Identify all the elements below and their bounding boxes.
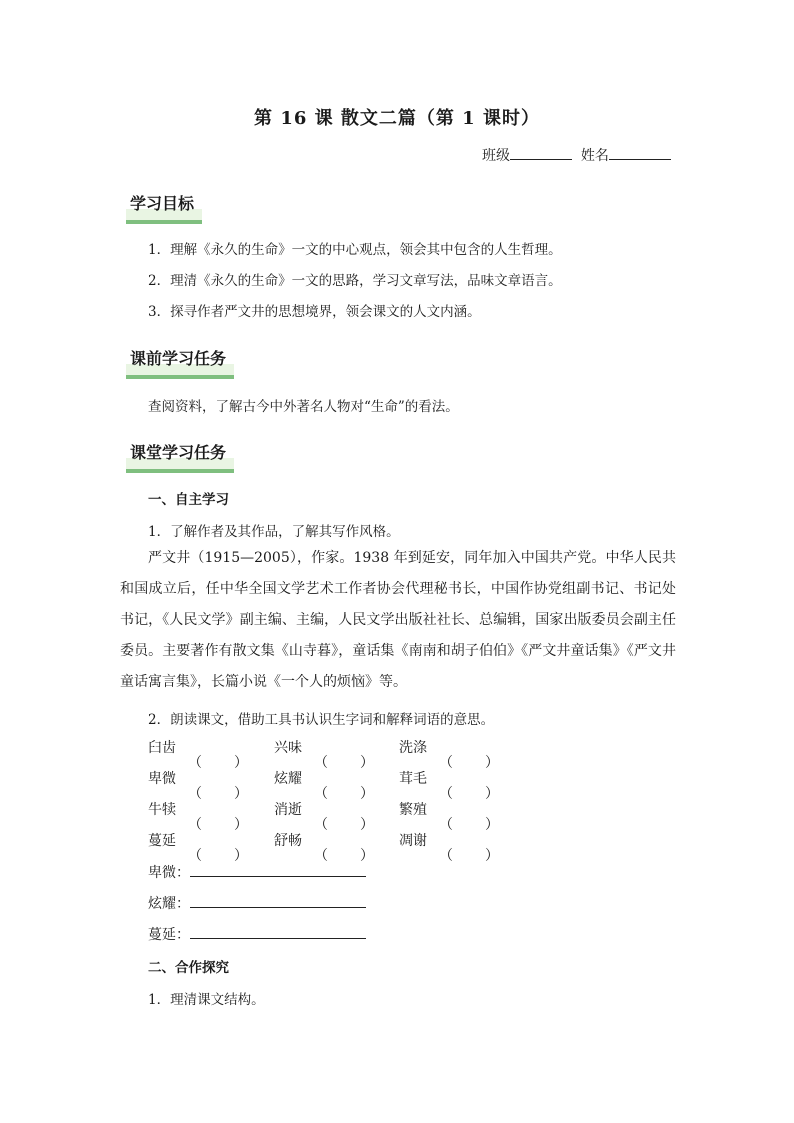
paren-open: （: [188, 786, 202, 802]
vocab-word: 茸毛: [399, 771, 427, 787]
definition-blank[interactable]: [190, 893, 366, 908]
paren-close: ）: [234, 786, 248, 802]
page-title: 第 16 课 散文二篇（第 1 课时）: [254, 108, 540, 129]
task2-text: 2．朗读课文，借助工具书认识生字词和解释词语的意思。: [148, 712, 495, 728]
vocab-word: 蔓延: [148, 833, 176, 849]
task3-text: 1．理清课文结构。: [148, 992, 265, 1008]
definition-label: 卑微：: [148, 865, 190, 881]
paren-close: ）: [485, 786, 499, 802]
paren-close: ）: [234, 817, 248, 833]
paren-close: ）: [360, 755, 374, 771]
goals-heading: 学习目标: [126, 192, 202, 224]
definition-label: 炫耀：: [148, 896, 190, 912]
vocab-word: 繁殖: [399, 802, 427, 818]
class-blank[interactable]: [510, 145, 572, 160]
goal-item: 3．探寻作者严文井的思想境界，领会课文的人文内涵。: [148, 304, 481, 320]
vocab-word: 牛犊: [148, 802, 176, 818]
paren-open: （: [439, 848, 453, 864]
paren-open: （: [439, 817, 453, 833]
vocab-word: 炫耀: [274, 771, 302, 787]
definition-blank[interactable]: [190, 862, 366, 877]
definition-blank[interactable]: [190, 924, 366, 939]
class-name-fields: [482, 145, 671, 165]
paren-close: ）: [360, 786, 374, 802]
name-blank[interactable]: [609, 145, 671, 160]
paren-open: （: [188, 848, 202, 864]
paren-close: ）: [485, 817, 499, 833]
section2-title: 二、合作探究: [148, 960, 229, 976]
name-label: 姓名: [580, 148, 609, 164]
pre-class-heading: 课前学习任务: [126, 347, 234, 379]
paren-close: ）: [485, 755, 499, 771]
vocab-word: 臼齿: [148, 740, 176, 756]
author-bio: [120, 543, 676, 698]
paren-close: ）: [360, 848, 374, 864]
paren-close: ）: [234, 848, 248, 864]
goal-item: 1．理解《永久的生命》一文的中心观点，领会其中包含的人生哲理。: [148, 242, 562, 258]
author-bio-text: 严文井（1915—2005），作家。1938 年到延安，同年加入中国共产党。中华人民共和国成立后，任中华全国文学艺术工作者协会代理秘书长，中国作协党组副书记、书记处书记，《人民文学》副主编、主编，人民文学出版社社长、总编辑，国家出版委员会副主任委员。主要著作有散文集《山寺暮》，童话集《南南和胡子伯伯》《严文井童话集》《严文井童话寓言集》，长篇小说《一个人的烦恼》等。: [120, 550, 676, 690]
pre-class-text: 查阅资料，了解古今中外著名人物对“生命”的看法。: [148, 399, 459, 415]
paren-close: ）: [485, 848, 499, 864]
vocab-word: 凋谢: [399, 833, 427, 849]
in-class-heading: 课堂学习任务: [126, 441, 234, 473]
paren-open: （: [188, 755, 202, 771]
paren-close: ）: [360, 817, 374, 833]
definition-line: [148, 862, 366, 882]
task1-text: 1．了解作者及其作品，了解其写作风格。: [148, 524, 400, 540]
vocab-word: 舒畅: [274, 833, 302, 849]
paren-open: （: [314, 755, 328, 771]
definition-line: [148, 924, 366, 944]
vocab-word: 消逝: [274, 802, 302, 818]
paren-open: （: [314, 848, 328, 864]
goal-item: 2．理清《永久的生命》一文的思路，学习文章写法，品味文章语言。: [148, 273, 562, 289]
paren-open: （: [314, 817, 328, 833]
definition-label: 蔓延：: [148, 927, 190, 943]
vocab-word: 洗涤: [399, 740, 427, 756]
paren-close: ）: [234, 755, 248, 771]
paren-open: （: [188, 817, 202, 833]
paren-open: （: [314, 786, 328, 802]
section1-title: 一、自主学习: [148, 492, 229, 508]
vocab-word: 兴味: [274, 740, 302, 756]
vocab-word: 卑微: [148, 771, 176, 787]
class-label: 班级: [482, 148, 510, 164]
paren-open: （: [439, 755, 453, 771]
definition-line: [148, 893, 366, 913]
paren-open: （: [439, 786, 453, 802]
